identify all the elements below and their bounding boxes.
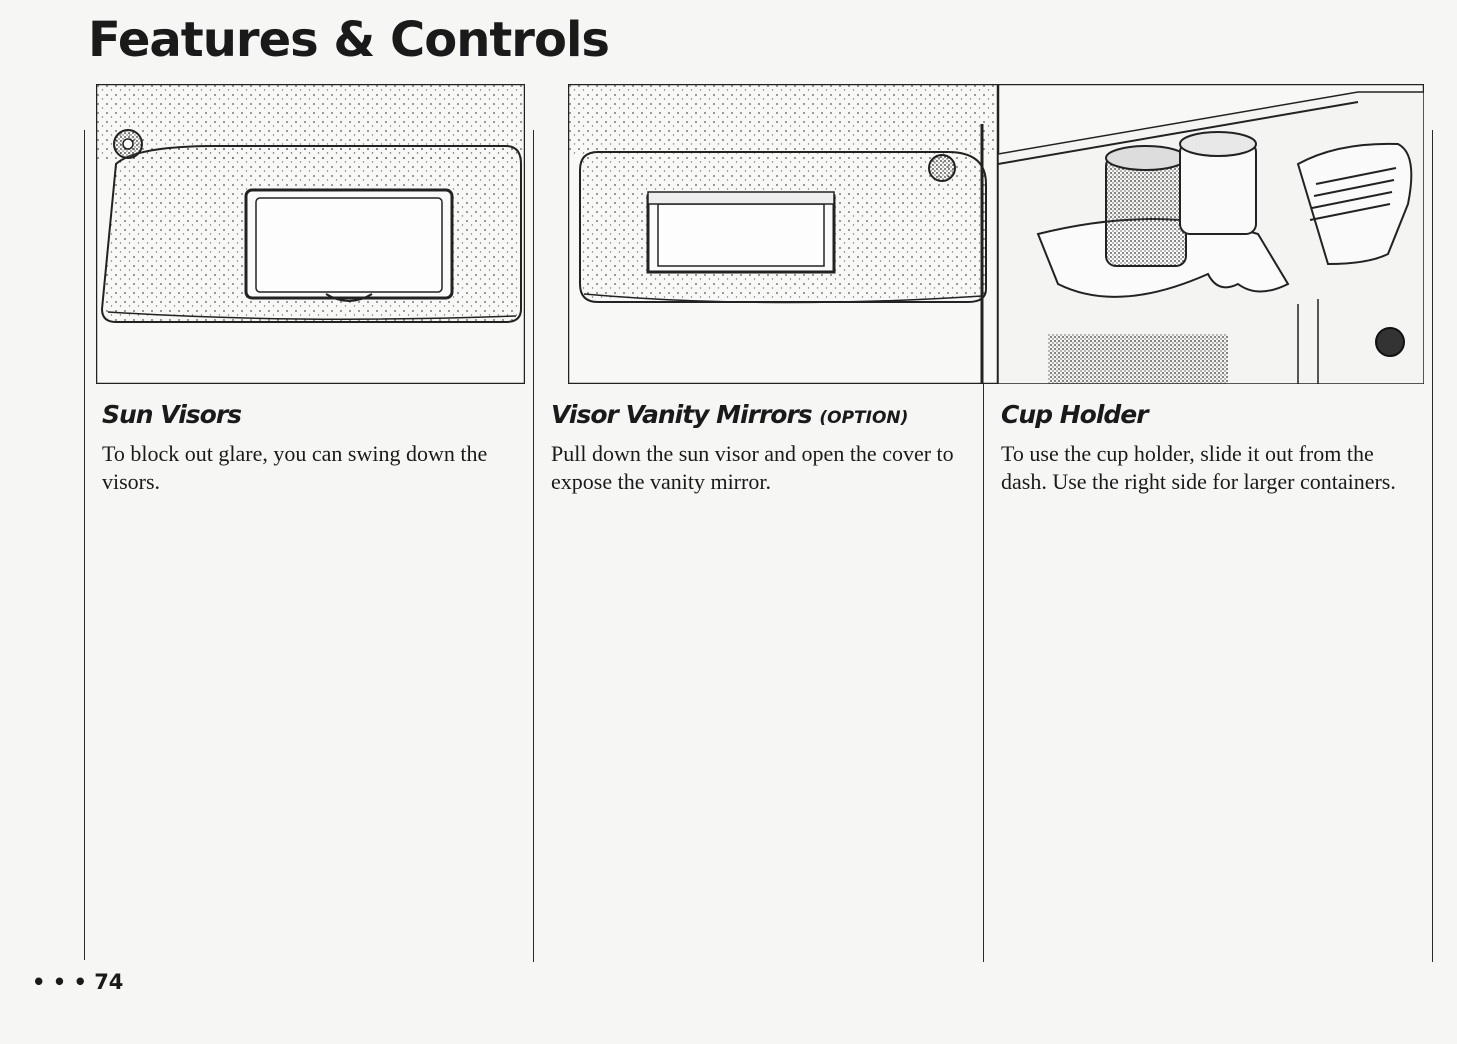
section-heading-sun-visors: Sun Visors bbox=[102, 400, 242, 429]
page-title: Features & Controls bbox=[88, 12, 609, 68]
cup-holder-illustration bbox=[998, 84, 1424, 384]
page-number: • • • 74 bbox=[32, 970, 124, 994]
column-rule-right bbox=[1432, 130, 1433, 962]
section-body-vanity-mirrors: Pull down the sun visor and open the cover to expose the vanity mirror. bbox=[551, 441, 954, 494]
section-heading-cup-holder: Cup Holder bbox=[1001, 400, 1148, 429]
column-rule-left bbox=[84, 130, 85, 960]
vanity-mirror-illustration bbox=[568, 84, 998, 384]
option-tag: (OPTION) bbox=[819, 408, 909, 428]
section-body-cup-holder: To use the cup holder, slide it out from the dash. Use the right side for larger containers. bbox=[1001, 441, 1396, 494]
sun-visor-illustration bbox=[96, 84, 525, 384]
section-heading-vanity-mirrors: Visor Vanity Mirrors (OPTION) bbox=[551, 400, 909, 429]
section-body-sun-visors: To block out glare, you can swing down the visors. bbox=[102, 441, 488, 494]
column-rule-1 bbox=[533, 130, 534, 962]
